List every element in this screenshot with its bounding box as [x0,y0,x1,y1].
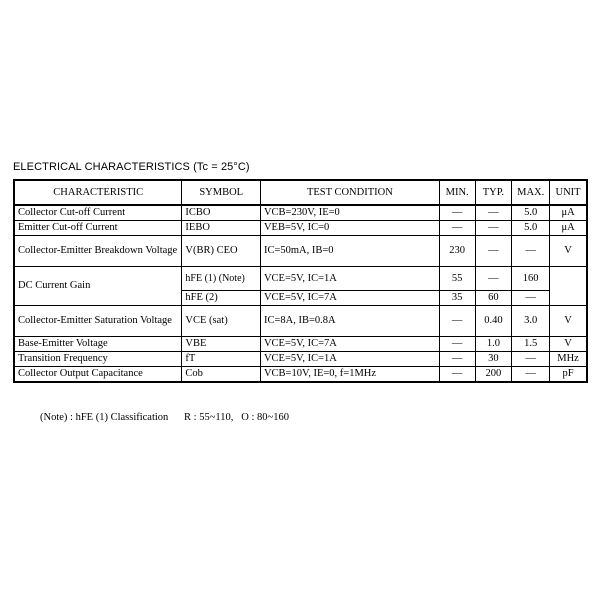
symbol-cell: VBE [182,337,261,352]
symbol-cell: ICBO [182,205,261,221]
symbol-cell: Cob [182,367,261,383]
symbol-cell: hFE (1) (Note) [182,267,261,291]
min-cell: — [439,306,475,337]
table-row [14,236,587,267]
min-cell: — [439,221,475,236]
max-cell: 160 [512,267,550,291]
characteristic-cell: Collector Cut-off Current [14,205,182,221]
header-row [14,180,587,205]
unit-cell: pF [550,367,587,383]
max-cell: — [512,352,550,367]
table-row [14,267,587,291]
symbol-cell: V(BR) CEO [182,236,261,267]
max-cell: 5.0 [512,221,550,236]
typ-cell: — [475,205,512,221]
characteristic-cell: Collector Output Capacitance [14,367,182,383]
characteristic-cell: Collector-Emitter Breakdown Voltage [14,236,182,267]
symbol-cell: hFE (2) [182,291,261,306]
condition-cell: IC=8A, IB=0.8A [260,306,439,337]
characteristic-cell: Emitter Cut-off Current [14,221,182,236]
typ-cell: 60 [475,291,512,306]
condition-cell: IC=50mA, IB=0 [260,236,439,267]
typ-cell: — [475,221,512,236]
condition-cell: VCE=5V, IC=1A [260,352,439,367]
table-row [14,221,587,236]
classification-note: (Note) : hFE (1) Classification R : 55~110, O : 80~160 [40,412,289,423]
typ-cell: 200 [475,367,512,383]
min-cell: — [439,205,475,221]
max-cell: — [512,367,550,383]
max-cell: 5.0 [512,205,550,221]
typ-cell: — [475,267,512,291]
unit-cell: V [550,337,587,352]
header-test-condition: TEST CONDITION [260,180,439,205]
header-symbol: SYMBOL [182,180,261,205]
symbol-cell: IEBO [182,221,261,236]
characteristic-cell: Base-Emitter Voltage [14,337,182,352]
min-cell: — [439,337,475,352]
typ-cell: 0.40 [475,306,512,337]
table-row [14,306,587,337]
min-cell: 35 [439,291,475,306]
min-cell: 55 [439,267,475,291]
max-cell: 1.5 [512,337,550,352]
min-cell: 230 [439,236,475,267]
condition-cell: VCB=230V, IE=0 [260,205,439,221]
unit-cell: μA [550,221,587,236]
header-min: MIN. [439,180,475,205]
min-cell: — [439,352,475,367]
typ-cell: 30 [475,352,512,367]
condition-cell: VEB=5V, IC=0 [260,221,439,236]
condition-cell: VCB=10V, IE=0, f=1MHz [260,367,439,383]
symbol-cell: fT [182,352,261,367]
symbol-cell: VCE (sat) [182,306,261,337]
condition-cell: VCE=5V, IC=7A [260,337,439,352]
characteristic-cell: DC Current Gain [14,267,182,306]
unit-cell: V [550,236,587,267]
unit-cell [550,267,587,306]
table-row [14,205,587,221]
unit-cell: V [550,306,587,337]
unit-cell: μA [550,205,587,221]
unit-cell: MHz [550,352,587,367]
typ-cell: 1.0 [475,337,512,352]
table-row [14,352,587,367]
characteristic-cell: Collector-Emitter Saturation Voltage [14,306,182,337]
table-row [14,367,587,383]
header-characteristic: CHARACTERISTIC [14,180,182,205]
condition-cell: VCE=5V, IC=1A [260,267,439,291]
table-row [14,337,587,352]
header-unit: UNIT [550,180,587,205]
characteristic-cell: Transition Frequency [14,352,182,367]
min-cell: — [439,367,475,383]
header-max: MAX. [512,180,550,205]
max-cell: — [512,236,550,267]
table-title: ELECTRICAL CHARACTERISTICS (Tc = 25°C) [13,161,250,173]
header-typ: TYP. [475,180,512,205]
condition-cell: VCE=5V, IC=7A [260,291,439,306]
max-cell: — [512,291,550,306]
electrical-characteristics-table [13,179,588,383]
max-cell: 3.0 [512,306,550,337]
typ-cell: — [475,236,512,267]
